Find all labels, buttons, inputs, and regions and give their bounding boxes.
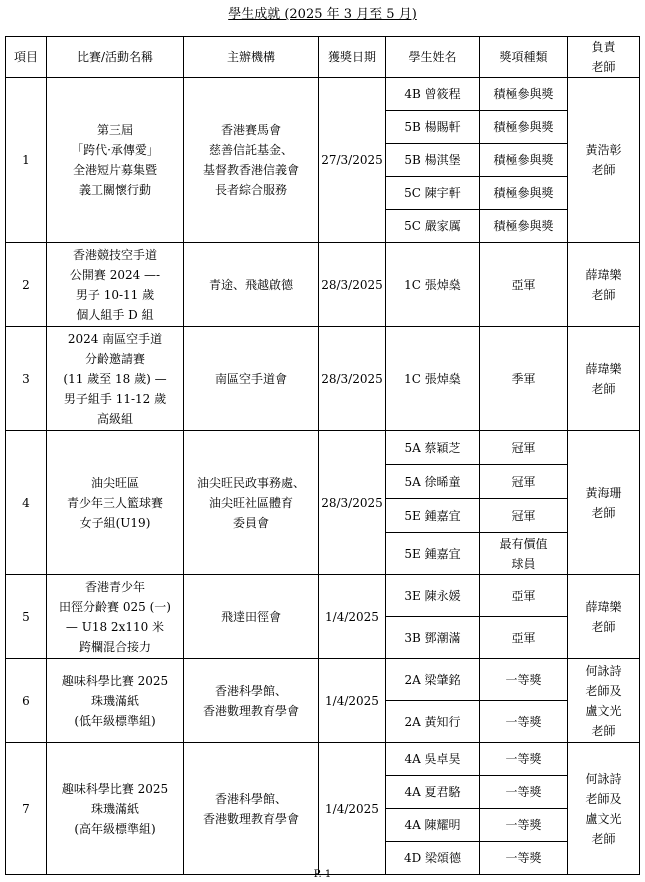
student-name: 5E 鍾嘉宜 (386, 499, 480, 533)
item-number: 6 (6, 659, 47, 743)
award-type: 最有價值 球員 (480, 533, 568, 575)
student-name: 5B 楊淇堡 (386, 144, 480, 177)
student-name: 4D 梁頌德 (386, 842, 480, 875)
award-date: 1/4/2025 (319, 659, 386, 743)
award-type: 一等獎 (480, 776, 568, 809)
award-type: 積極參與獎 (480, 78, 568, 111)
award-type: 一等獎 (480, 659, 568, 701)
item-number: 3 (6, 327, 47, 431)
organizer: 香港科學館、 香港數理教育學會 (184, 743, 319, 875)
award-date: 28/3/2025 (319, 327, 386, 431)
event-name: 香港青少年 田徑分齡賽 025 (一) — U18 2x110 米 跨欄混合接力 (47, 575, 184, 659)
organizer: 香港科學館、 香港數理教育學會 (184, 659, 319, 743)
item-number: 1 (6, 78, 47, 243)
student-name: 5A 蔡穎芝 (386, 431, 480, 465)
award-type: 亞軍 (480, 243, 568, 327)
award-date: 27/3/2025 (319, 78, 386, 243)
student-name: 5C 陳宇軒 (386, 177, 480, 210)
organizer: 油尖旺民政事務處、 油尖旺社區體育 委員會 (184, 431, 319, 575)
award-type: 季軍 (480, 327, 568, 431)
organizer: 香港賽馬會 慈善信託基金、 基督教香港信義會 長者綜合服務 (184, 78, 319, 243)
organizer: 青途、飛越啟德 (184, 243, 319, 327)
award-type: 一等獎 (480, 809, 568, 842)
table-row (6, 431, 640, 465)
teacher-in-charge: 何詠詩 老師及 盧文光 老師 (568, 659, 640, 743)
teacher-in-charge: 黃浩彰 老師 (568, 78, 640, 243)
table-row (6, 743, 640, 776)
event-name: 2024 南區空手道 分齡邀請賽 (11 歲至 18 歲) — 男子組手 11-12 歲 高級組 (47, 327, 184, 431)
student-name: 2A 梁肇銘 (386, 659, 480, 701)
header-item-no: 項目 (6, 37, 47, 78)
award-type: 冠軍 (480, 431, 568, 465)
teacher-in-charge: 薛瑋樂 老師 (568, 575, 640, 659)
student-name: 3E 陳永媛 (386, 575, 480, 617)
award-type: 積極參與獎 (480, 177, 568, 210)
event-name: 第三屆 「跨代·承傳愛」 全港短片募集暨 義工關懷行動 (47, 78, 184, 243)
student-name: 1C 張焯燊 (386, 243, 480, 327)
event-name: 趣味科學比賽 2025 珠璣滿紙 (低年級標準組) (47, 659, 184, 743)
table-row (6, 327, 640, 431)
award-type: 亞軍 (480, 575, 568, 617)
award-date: 1/4/2025 (319, 743, 386, 875)
table-row (6, 659, 640, 701)
award-type: 一等獎 (480, 842, 568, 875)
table-row (6, 78, 640, 111)
header-date: 獲獎日期 (319, 37, 386, 78)
page-title: 學生成就 (2025 年 3 月至 5 月) (228, 7, 417, 22)
award-type: 積極參與獎 (480, 144, 568, 177)
award-type: 冠軍 (480, 465, 568, 499)
award-type: 亞軍 (480, 617, 568, 659)
event-name: 香港競技空手道 公開賽 2024 —- 男子 10-11 歲 個人組手 D 組 (47, 243, 184, 327)
organizer: 飛達田徑會 (184, 575, 319, 659)
header-row (6, 37, 640, 78)
item-number: 5 (6, 575, 47, 659)
item-number: 7 (6, 743, 47, 875)
award-type: 積極參與獎 (480, 111, 568, 144)
student-name: 5A 徐晞童 (386, 465, 480, 499)
header-award: 獎項種類 (480, 37, 568, 78)
table-body (6, 78, 640, 875)
teacher-in-charge: 薛瑋樂 老師 (568, 327, 640, 431)
student-name: 4B 曾筱程 (386, 78, 480, 111)
teacher-in-charge: 薛瑋樂 老師 (568, 243, 640, 327)
header-student: 學生姓名 (386, 37, 480, 78)
award-date: 28/3/2025 (319, 243, 386, 327)
organizer: 南區空手道會 (184, 327, 319, 431)
table-row (6, 575, 640, 617)
header-organizer: 主辦機構 (184, 37, 319, 78)
student-name: 5B 楊賜軒 (386, 111, 480, 144)
page-number: P. 1 (313, 869, 332, 880)
student-name: 3B 鄧潮滿 (386, 617, 480, 659)
award-type: 冠軍 (480, 499, 568, 533)
event-name: 趣味科學比賽 2025 珠璣滿紙 (高年級標準組) (47, 743, 184, 875)
student-name: 4A 吳卓昊 (386, 743, 480, 776)
student-name: 4A 夏君駱 (386, 776, 480, 809)
item-number: 2 (6, 243, 47, 327)
item-number: 4 (6, 431, 47, 575)
award-type: 積極參與獎 (480, 210, 568, 243)
teacher-in-charge: 黃海珊 老師 (568, 431, 640, 575)
student-name: 5E 鍾嘉宜 (386, 533, 480, 575)
award-type: 一等獎 (480, 743, 568, 776)
student-name: 1C 張焯燊 (386, 327, 480, 431)
student-name: 2A 黃知行 (386, 701, 480, 743)
achievements-table (5, 36, 640, 875)
table-row (6, 243, 640, 327)
award-type: 一等獎 (480, 701, 568, 743)
award-date: 28/3/2025 (319, 431, 386, 575)
event-name: 油尖旺區 青少年三人籃球賽 女子組(U19) (47, 431, 184, 575)
teacher-in-charge: 何詠詩 老師及 盧文光 老師 (568, 743, 640, 875)
header-teacher: 負責 老師 (568, 37, 640, 78)
student-name: 4A 陳耀明 (386, 809, 480, 842)
award-date: 1/4/2025 (319, 575, 386, 659)
student-name: 5C 嚴家厲 (386, 210, 480, 243)
header-event: 比賽/活動名稱 (47, 37, 184, 78)
